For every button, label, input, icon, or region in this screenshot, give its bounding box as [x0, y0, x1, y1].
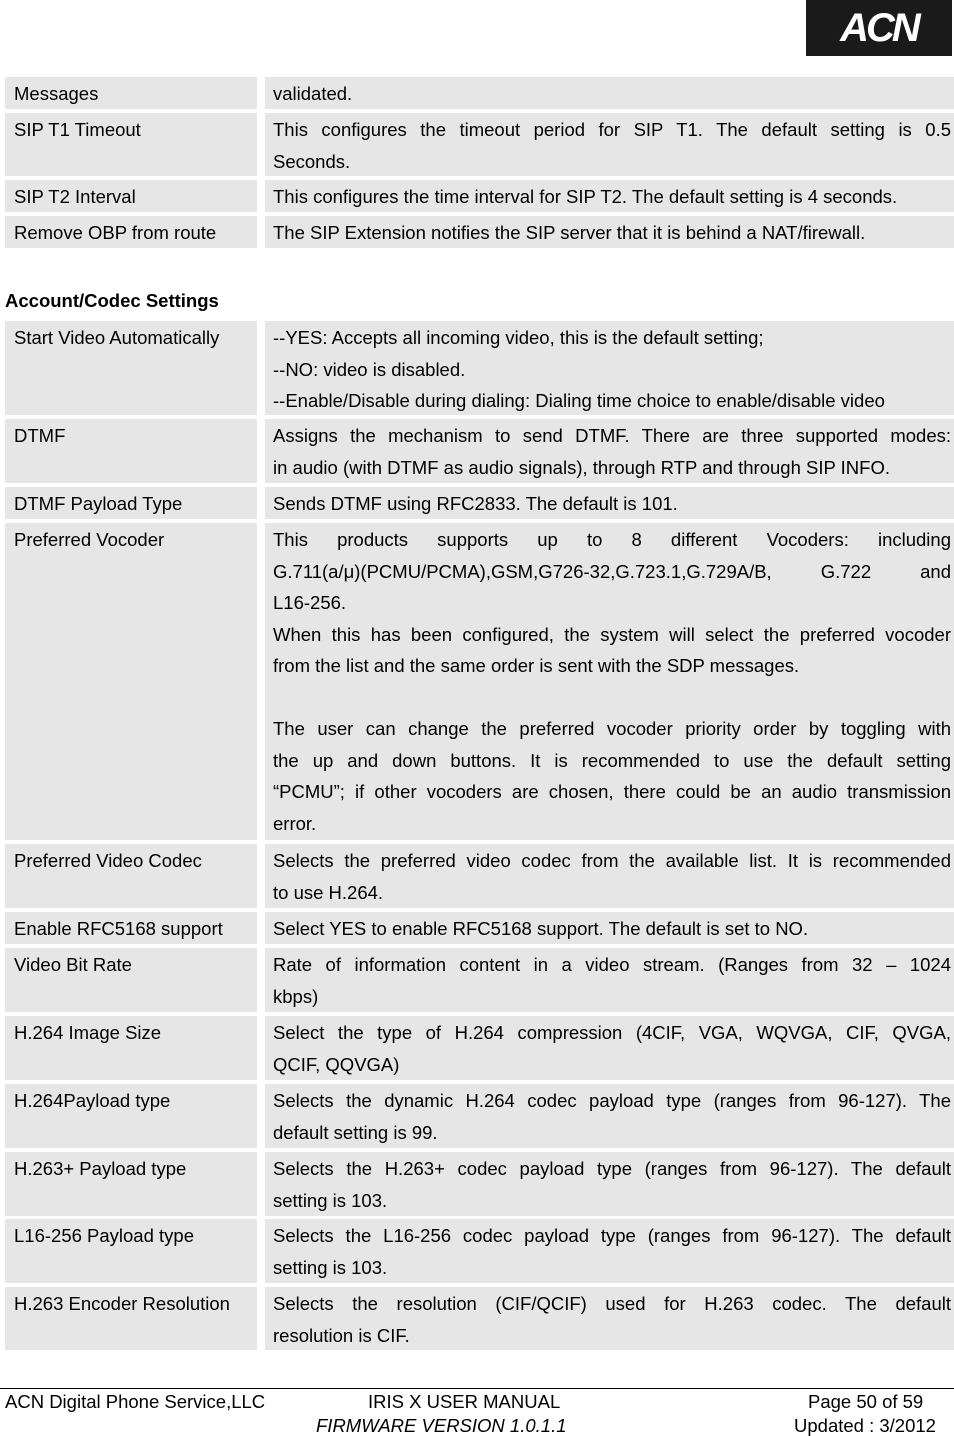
description-line: --NO: video is disabled. — [273, 358, 466, 380]
table-row — [5, 1219, 954, 1283]
description-line: Selects the H.263+ codec payload type (ranges from 96-127). The default — [273, 1158, 951, 1179]
description-line: Seconds. — [273, 150, 351, 172]
setting-name: Enable RFC5168 support — [5, 912, 257, 944]
table-row — [5, 180, 954, 212]
description-line: L16-256. — [273, 592, 347, 613]
setting-name: H.264Payload type — [5, 1084, 257, 1148]
table-row — [5, 419, 954, 483]
table-row — [5, 1016, 954, 1080]
table-row — [5, 113, 954, 176]
setting-name: Remove OBP from route — [5, 216, 257, 248]
description-line: setting is 103. — [273, 1256, 388, 1278]
setting-description — [265, 948, 954, 1012]
description-line: Selects the resolution (CIF/QCIF) used for H.263 codec. The default — [273, 1293, 951, 1314]
setting-description — [265, 1016, 954, 1080]
setting-description — [265, 113, 954, 176]
setting-description — [265, 912, 954, 944]
footer-firmware: FIRMWARE VERSION 1.0.1.1 — [316, 1415, 567, 1436]
setting-description — [265, 180, 954, 212]
footer-company: ACN Digital Phone Service,LLC — [5, 1391, 266, 1412]
setting-name: DTMF — [5, 419, 257, 483]
setting-description — [265, 1084, 954, 1148]
description-line: to use H.264. — [273, 881, 384, 903]
description-line: --Enable/Disable during dialing: Dialing time choice to enable/disable video — [273, 390, 885, 411]
description-line: Sends DTMF using RFC2833. The default is 101. — [273, 493, 678, 514]
description-line: setting is 103. — [273, 1189, 388, 1211]
description-line: This configures the time interval for SIP T2. The default setting is 4 seconds. — [273, 186, 898, 207]
footer-updated: Updated : 3/2012 — [794, 1415, 936, 1436]
footer-divider — [0, 1388, 954, 1389]
description-line: QCIF, QQVGA) — [273, 1053, 400, 1075]
description-line: The user can change the preferred vocoder priority order by toggling with — [273, 718, 951, 739]
description-line: When this has been configured, the system will select the preferred vocoder — [273, 623, 951, 645]
setting-name: Start Video Automatically — [5, 321, 257, 415]
description-line: resolution is CIF. — [273, 1324, 410, 1346]
setting-name: H.263+ Payload type — [5, 1152, 257, 1216]
section-heading: Account/Codec Settings — [5, 290, 219, 311]
description-line: in audio (with DTMF as audio signals), through RTP and through SIP INFO. — [273, 456, 890, 478]
table-row — [5, 912, 954, 944]
description-line: Selects the dynamic H.264 codec payload type (ranges from 96-127). The — [273, 1090, 951, 1111]
table-row — [5, 77, 954, 109]
setting-description — [265, 216, 954, 248]
description-line: Selects the L16-256 codec payload type (ranges from 96-127). The default — [273, 1225, 951, 1246]
description-line: validated. — [273, 83, 353, 104]
description-line: from the list and the same order is sent with the SDP messages. — [273, 655, 800, 676]
footer-page-number: Page 50 of 59 — [808, 1391, 924, 1412]
description-line: Select YES to enable RFC5168 support. The default is set to NO. — [273, 918, 809, 939]
setting-description — [265, 321, 954, 415]
table-row — [5, 1152, 954, 1216]
setting-name: Messages — [5, 77, 257, 109]
table-row — [5, 844, 954, 908]
description-line: G.711(a/μ)(PCMU/PCMA),GSM,G726-32,G.723.1,G.729A/B, G.722 and — [273, 560, 951, 582]
table-row — [5, 523, 954, 840]
description-line: This configures the timeout period for SIP T1. The default setting is 0.5 — [273, 119, 951, 140]
setting-name: SIP T2 Interval — [5, 180, 257, 212]
description-line: Assigns the mechanism to send DTMF. There are three supported modes: — [273, 425, 951, 446]
setting-description — [265, 419, 954, 483]
setting-description — [265, 1219, 954, 1283]
description-line — [273, 687, 951, 719]
table-row — [5, 321, 954, 415]
table-row — [5, 1287, 954, 1350]
description-line: kbps) — [273, 985, 319, 1007]
acn-logo: ACN — [806, 0, 952, 56]
description-line: This products supports up to 8 different Vocoders: including — [273, 529, 951, 550]
description-line: the up and down buttons. It is recommended to use the default setting — [273, 749, 951, 771]
table-row — [5, 948, 954, 1012]
description-line: Rate of information content in a video stream. (Ranges from 32 – 1024 — [273, 954, 951, 975]
description-line: error. — [273, 812, 317, 834]
setting-description — [265, 1152, 954, 1216]
setting-name: L16-256 Payload type — [5, 1219, 257, 1283]
table-row — [5, 1084, 954, 1148]
setting-name: SIP T1 Timeout — [5, 113, 257, 176]
description-line: “PCMU”; if other vocoders are chosen, there could be an audio transmission — [273, 781, 951, 802]
description-line: Select the type of H.264 compression (4CIF, VGA, WQVGA, CIF, QVGA, — [273, 1022, 951, 1043]
setting-name: Preferred Video Codec — [5, 844, 257, 908]
setting-name: H.264 Image Size — [5, 1016, 257, 1080]
setting-description — [265, 77, 954, 109]
setting-description — [265, 1287, 954, 1350]
table-row — [5, 216, 954, 248]
setting-name: DTMF Payload Type — [5, 487, 257, 519]
description-line: default setting is 99. — [273, 1121, 438, 1143]
table-row — [5, 487, 954, 519]
setting-name: Video Bit Rate — [5, 948, 257, 1012]
setting-description — [265, 844, 954, 908]
description-line: Selects the preferred video codec from the available list. It is recommended — [273, 850, 951, 871]
setting-name: Preferred Vocoder — [5, 523, 257, 840]
setting-description — [265, 487, 954, 519]
description-line: --YES: Accepts all incoming video, this is the default setting; — [273, 327, 764, 348]
description-line: The SIP Extension notifies the SIP server that it is behind a NAT/firewall. — [273, 222, 866, 243]
footer-manual-title: IRIS X USER MANUAL — [368, 1391, 561, 1412]
setting-name: H.263 Encoder Resolution — [5, 1287, 257, 1350]
setting-description — [265, 523, 954, 840]
